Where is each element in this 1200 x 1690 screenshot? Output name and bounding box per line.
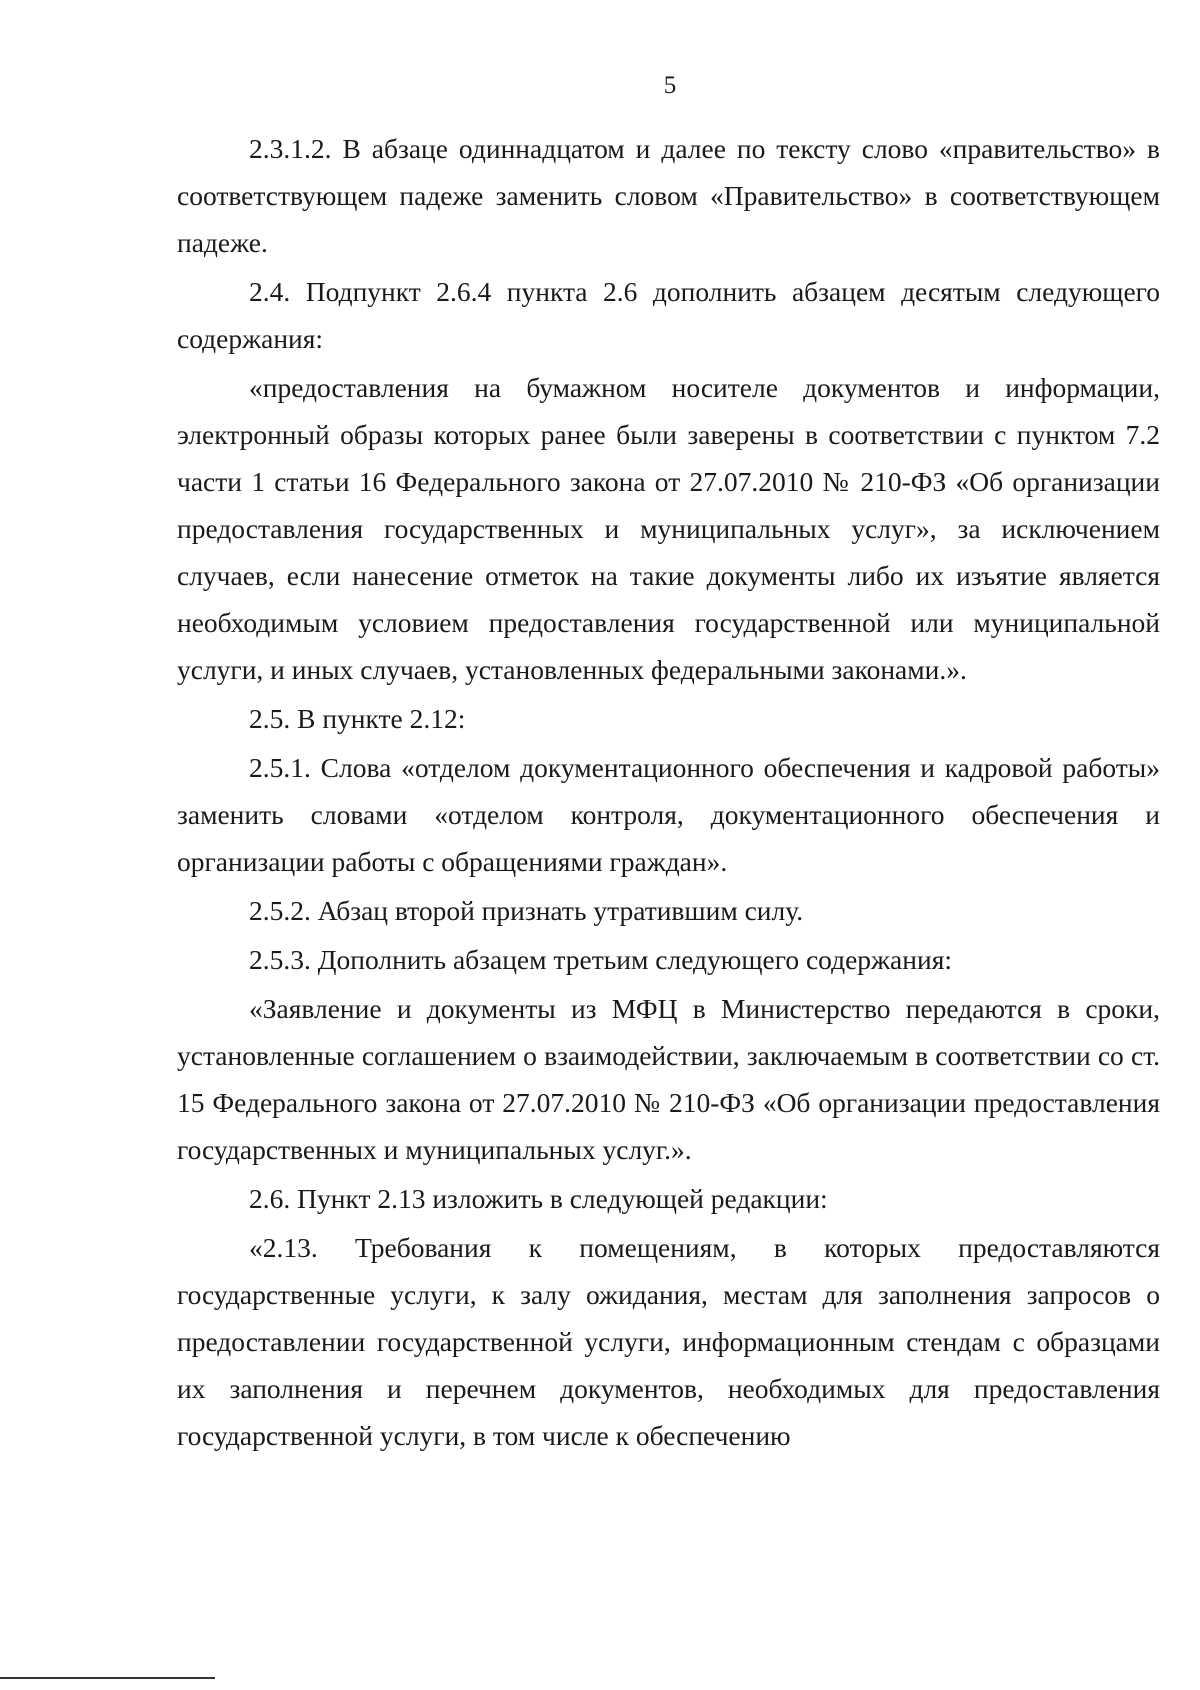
page-number: 5: [663, 72, 677, 99]
paragraph-2-5: 2.5. В пункте 2.12:: [249, 703, 466, 734]
paragraph-2-4: 2.4. Подпункт 2.6.4 пункта 2.6 дополнить абзацем десятым следующего содержания:: [177, 276, 1160, 354]
footer-rule: [0, 1677, 215, 1679]
paragraph-2-13-quote: «2.13. Требования к помещениям, в которых предоставляются государственные услуги, к залу ожидания, местам для заполнения запросов о предоставлении государственной услуги, информационным стендам с образцами их заполнения и перечнем документов, необходимых для предоставления государственной услуги, в том числе к обеспечению: [177, 1232, 1160, 1451]
paragraph-2-5-3: 2.5.3. Дополнить абзацем третьим следующего содержания:: [249, 944, 952, 975]
paragraph-2-6: 2.6. Пункт 2.13 изложить в следующей редакции:: [249, 1183, 828, 1214]
paragraph-2-4-quote: «предоставления на бумажном носителе документов и информации, электронный образы которых ранее были заверены в соответствии с пунктом 7.2 части 1 статьи 16 Федерального закона от 27.07.2010 № 210-ФЗ «Об организации предоставления государственных и муниципальных услуг», за исключением случаев, если нанесение отметок на такие документы либо их изъятие является необходимым условием предоставления государственной или муниципальной услуги, и иных случаев, установленных федеральными законами.».: [177, 372, 1160, 685]
document-body: [177, 125, 1160, 1459]
paragraph-2-5-1: 2.5.1. Слова «отделом документационного обеспечения и кадровой работы» заменить словами «отделом контроля, документационного обеспечения и организации работы с обращениями граждан».: [177, 752, 1160, 877]
paragraph-2-3-1-2: 2.3.1.2. В абзаце одиннадцатом и далее по тексту слово «правительство» в соответствующем падеже заменить словом «Правительство» в соответствующем падеже.: [177, 133, 1160, 258]
paragraph-2-5-2: 2.5.2. Абзац второй признать утратившим силу.: [249, 895, 804, 926]
paragraph-2-5-3-quote: «Заявление и документы из МФЦ в Министерство передаются в сроки, установленные соглашением о взаимодействии, заключаемым в соответствии со ст. 15 Федерального закона от 27.07.2010 № 210-ФЗ «Об организации предоставления государственных и муниципальных услуг.».: [177, 993, 1160, 1165]
